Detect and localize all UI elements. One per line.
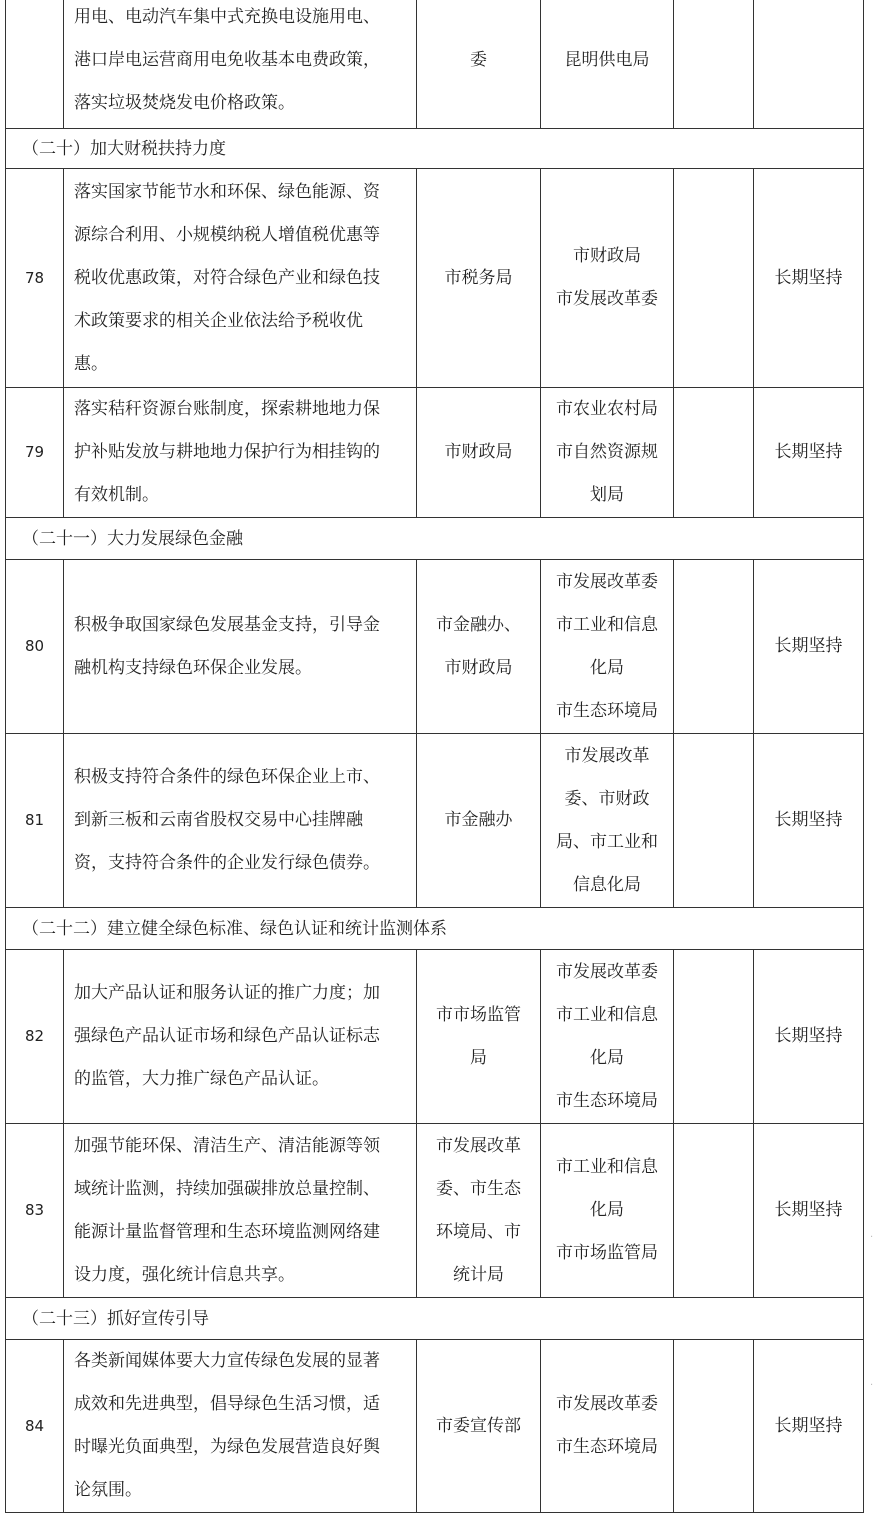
cooperating-units [541,560,674,734]
lead-line: 市委宣传部 [436,1415,521,1436]
deadline: 长期坚持 [754,560,864,734]
item-number: 81 [6,734,64,908]
task-content [64,0,417,129]
coop-line: 市发展改革委 [556,289,658,309]
content-line: 资，支持符合条件的企业发行绿色债券。 [74,853,380,873]
section-heading: （二十）加大财税扶持力度 [6,129,864,169]
task-content [64,169,417,388]
lead-line: 委 [470,50,487,70]
task-row [6,169,864,388]
coop-line: 市生态环境局 [556,1090,658,1111]
lead-unit [417,0,541,129]
lead-line: 市发展改革 [436,1135,521,1156]
task-row [6,388,864,518]
content-line: 到新三板和云南省股权交易中心挂牌融 [74,810,363,830]
cooperating-units [541,950,674,1124]
coop-line: 昆明供电局 [564,50,650,70]
empty-cell [674,734,754,908]
deadline: 长期坚持 [754,734,864,908]
content-line: 成效和先进典型，倡导绿色生活习惯，适 [74,1394,380,1414]
coop-line: 划局 [590,485,624,505]
coop-line: 市发展改革 [564,745,650,766]
cooperating-units [541,734,674,908]
empty-cell [674,560,754,734]
coop-line: 市发展改革委 [556,571,658,592]
task-row [6,560,864,734]
item-number: 84 [6,1340,64,1513]
lead-line: 市财政局 [444,657,513,678]
coop-line: 市生态环境局 [556,700,658,721]
content-line: 落实垃圾焚烧发电价格政策。 [74,93,295,113]
item-number: 79 [6,388,64,518]
content-line: 时曝光负面典型，为绿色发展营造良好舆 [74,1437,380,1457]
coop-line: 化局 [590,1200,624,1220]
empty-cell [674,950,754,1124]
content-line: 源综合利用、小规模纳税人增值税优惠等 [74,224,380,245]
coop-line: 市市场监管局 [556,1243,658,1263]
empty-cell [674,1124,754,1298]
policy-task-table [5,0,864,1513]
lead-unit [417,1340,541,1513]
empty-cell [674,169,754,388]
coop-line: 化局 [590,657,624,678]
task-content [64,950,417,1124]
lead-unit [417,1124,541,1298]
deadline: 长期坚持 [754,169,864,388]
coop-line: 市工业和信息 [556,1004,658,1025]
deadline [754,0,864,129]
task-row [6,950,864,1124]
coop-line: 市工业和信息 [556,614,658,635]
content-line: 落实秸秆资源台账制度，探索耕地地力保 [74,399,380,419]
edge-mark: · [870,1380,874,1391]
lead-line: 委、市生态 [436,1178,521,1199]
coop-line: 信息化局 [573,874,641,895]
cooperating-units [541,388,674,518]
lead-line: 市财政局 [444,442,513,462]
item-number: 80 [6,560,64,734]
lead-unit [417,734,541,908]
content-line: 术政策要求的相关企业依法给予税收优 [74,310,363,331]
lead-line: 市税务局 [444,267,513,288]
item-number: 78 [6,169,64,388]
cooperating-units [541,0,674,129]
lead-unit [417,560,541,734]
coop-line: 市财政局 [573,246,641,266]
lead-unit [417,950,541,1124]
coop-line: 化局 [590,1047,624,1068]
lead-line: 环境局、市 [436,1221,521,1242]
lead-line: 统计局 [453,1264,504,1285]
coop-line: 市工业和信息 [556,1157,658,1177]
deadline: 长期坚持 [754,388,864,518]
section-row [6,129,864,169]
cooperating-units [541,169,674,388]
coop-line: 市自然资源规 [556,442,658,462]
task-row [6,1340,864,1513]
content-line: 加大产品认证和服务认证的推广力度；加 [74,983,380,1003]
lead-unit [417,169,541,388]
content-line: 域统计监测，持续加强碳排放总量控制、 [74,1178,380,1199]
cooperating-units [541,1340,674,1513]
item-number: 82 [6,950,64,1124]
coop-line: 市发展改革委 [556,1394,658,1414]
empty-cell [674,0,754,129]
content-line: 惠。 [74,353,108,374]
task-row [6,0,864,129]
content-line: 税收优惠政策，对符合绿色产业和绿色技 [74,267,380,288]
coop-line: 委、市财政 [564,788,650,809]
content-line: 融机构支持绿色环保企业发展。 [74,657,312,678]
lead-line: 市金融办、 [436,614,521,635]
lead-line: 市市场监管 [436,1004,521,1025]
section-heading: （二十三）抓好宣传引导 [6,1298,864,1340]
content-line: 的监管，大力推广绿色产品认证。 [74,1069,329,1089]
coop-line: 市生态环境局 [556,1437,658,1457]
section-row [6,518,864,560]
task-content [64,1340,417,1513]
task-row [6,1124,864,1298]
task-content [64,560,417,734]
lead-unit [417,388,541,518]
section-heading: （二十一）大力发展绿色金融 [6,518,864,560]
empty-cell [674,388,754,518]
deadline: 长期坚持 [754,1124,864,1298]
task-content [64,388,417,518]
item-number [6,0,64,129]
section-row [6,908,864,950]
content-line: 用电、电动汽车集中式充换电设施用电、 [74,7,380,27]
content-line: 各类新闻媒体要大力宣传绿色发展的显著 [74,1351,380,1371]
content-line: 设力度，强化统计信息共享。 [74,1264,295,1285]
coop-line: 市发展改革委 [556,961,658,982]
deadline: 长期坚持 [754,1340,864,1513]
content-line: 积极争取国家绿色发展基金支持，引导金 [74,614,380,635]
edge-mark: · [870,1232,874,1243]
content-line: 有效机制。 [74,485,159,505]
task-content [64,734,417,908]
content-line: 加强节能环保、清洁生产、清洁能源等领 [74,1135,380,1156]
task-row [6,734,864,908]
content-line: 强绿色产品认证市场和绿色产品认证标志 [74,1026,380,1046]
coop-line: 市农业农村局 [556,399,658,419]
lead-line: 局 [470,1047,487,1068]
content-line: 能源计量监督管理和生态环境监测网络建 [74,1221,380,1242]
content-line: 积极支持符合条件的绿色环保企业上市、 [74,767,380,787]
task-content [64,1124,417,1298]
lead-line: 市金融办 [444,810,513,830]
empty-cell [674,1340,754,1513]
cooperating-units [541,1124,674,1298]
coop-line: 局、市工业和 [556,831,658,852]
content-line: 论氛围。 [74,1480,142,1500]
content-line: 护补贴发放与耕地地力保护行为相挂钩的 [74,442,380,462]
item-number: 83 [6,1124,64,1298]
deadline: 长期坚持 [754,950,864,1124]
content-line: 落实国家节能节水和环保、绿色能源、资 [74,181,380,202]
content-line: 港口岸电运营商用电免收基本电费政策， [74,50,380,70]
section-row [6,1298,864,1340]
section-heading: （二十二）建立健全绿色标准、绿色认证和统计监测体系 [6,908,864,950]
